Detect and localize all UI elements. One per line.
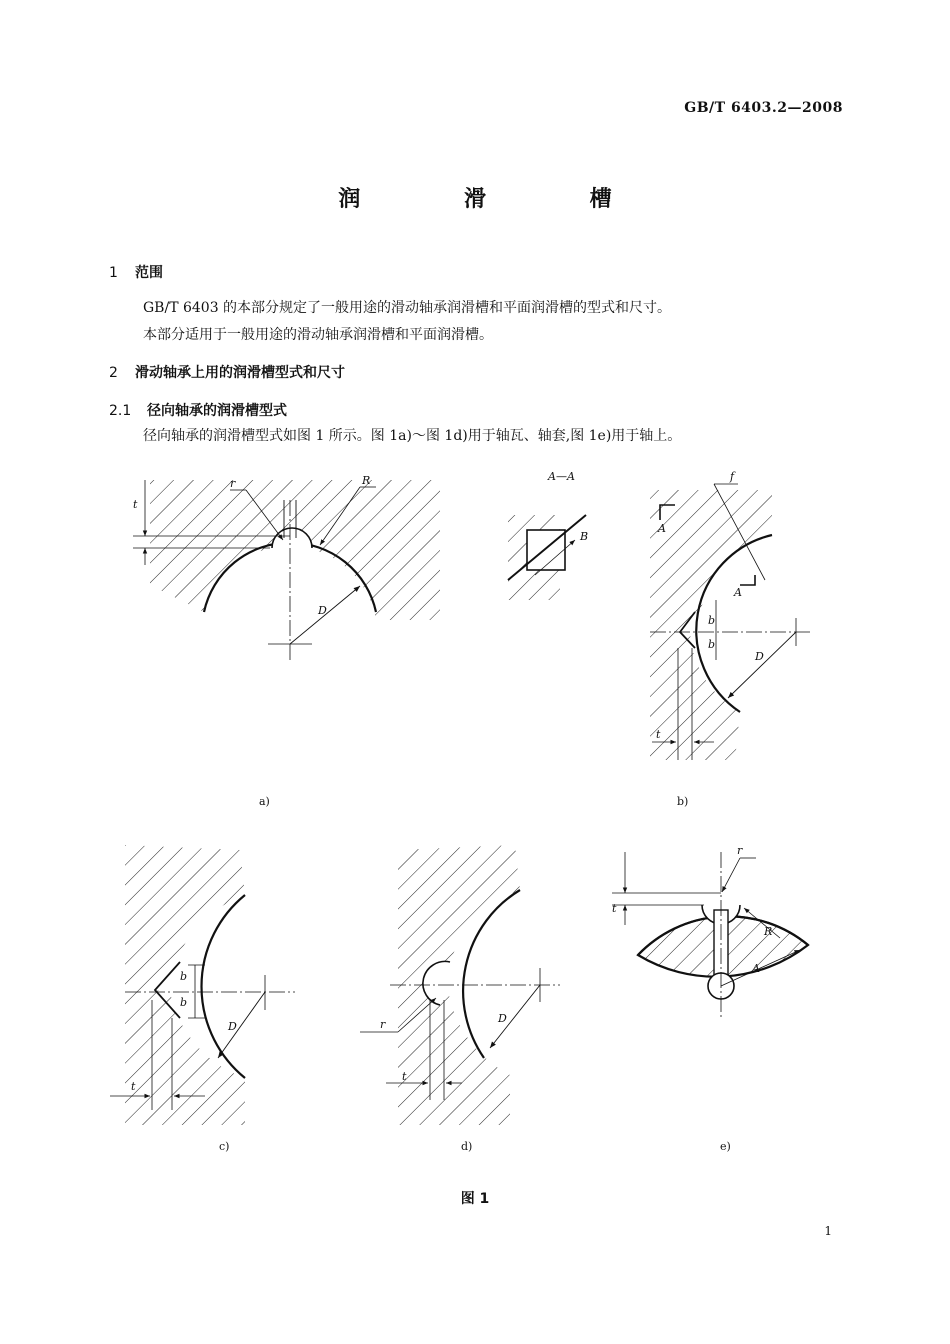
section-number: 1 xyxy=(109,265,118,281)
caption-c: c) xyxy=(219,1140,230,1153)
label-B: B xyxy=(580,530,589,543)
section-number: 2 xyxy=(109,365,118,381)
page-number: 1 xyxy=(824,1224,832,1238)
figure-e xyxy=(612,844,808,1020)
label-r: r xyxy=(230,477,236,490)
paragraph-radial: 径向轴承的润滑槽型式如图 1 所示。图 1a)～图 1d)用于轴瓦、轴套,图 1e)用于轴上。 xyxy=(143,428,682,444)
label-R: R xyxy=(764,925,773,938)
label-A-bottom: A xyxy=(734,586,742,599)
label-R: R xyxy=(362,474,371,487)
label-D: D xyxy=(498,1012,507,1025)
caption-d: d) xyxy=(461,1140,473,1153)
section-title: 径向轴承的润滑槽型式 xyxy=(147,403,287,419)
label-A-top: A xyxy=(658,522,666,535)
figure-c xyxy=(110,845,295,1125)
page-title: 润 滑 槽 xyxy=(338,187,660,212)
label-b-lower: b xyxy=(708,638,716,651)
paragraph-scope-1: GB/T 6403 的本部分规定了一般用途的滑动轴承润滑槽和平面润滑槽的型式和尺寸。 xyxy=(143,300,672,316)
label-t: t xyxy=(402,1070,407,1083)
label-t: t xyxy=(612,902,617,915)
figure-a xyxy=(133,474,440,660)
caption-a: a) xyxy=(259,795,270,808)
label-t: t xyxy=(656,728,661,741)
label-A: A xyxy=(752,962,760,975)
label-D: D xyxy=(755,650,764,663)
figure-d xyxy=(360,845,560,1125)
label-D: D xyxy=(318,604,327,617)
figure-title: 图 1 xyxy=(460,1191,490,1207)
label-b-lower: b xyxy=(180,996,188,1009)
section-title: 范围 xyxy=(135,265,163,281)
label-r: r xyxy=(380,1018,386,1031)
caption-e: e) xyxy=(720,1140,731,1153)
label-t: t xyxy=(131,1080,136,1093)
label-b-upper: b xyxy=(708,614,716,627)
label-section: A—A xyxy=(548,470,575,483)
paragraph-scope-2: 本部分适用于一般用途的滑动轴承润滑槽和平面润滑槽。 xyxy=(143,327,493,343)
section-number: 2.1 xyxy=(109,403,132,419)
caption-b: b) xyxy=(677,795,689,808)
label-f: f xyxy=(730,470,735,483)
section-aa xyxy=(508,470,588,600)
label-r: r xyxy=(737,844,743,857)
label-b-upper: b xyxy=(180,970,188,983)
label-t: t xyxy=(133,498,138,511)
figure-b xyxy=(650,470,810,760)
label-D: D xyxy=(228,1020,237,1033)
standard-number: GB/T 6403.2—2008 xyxy=(684,100,843,116)
section-title: 滑动轴承上用的润滑槽型式和尺寸 xyxy=(135,365,345,381)
